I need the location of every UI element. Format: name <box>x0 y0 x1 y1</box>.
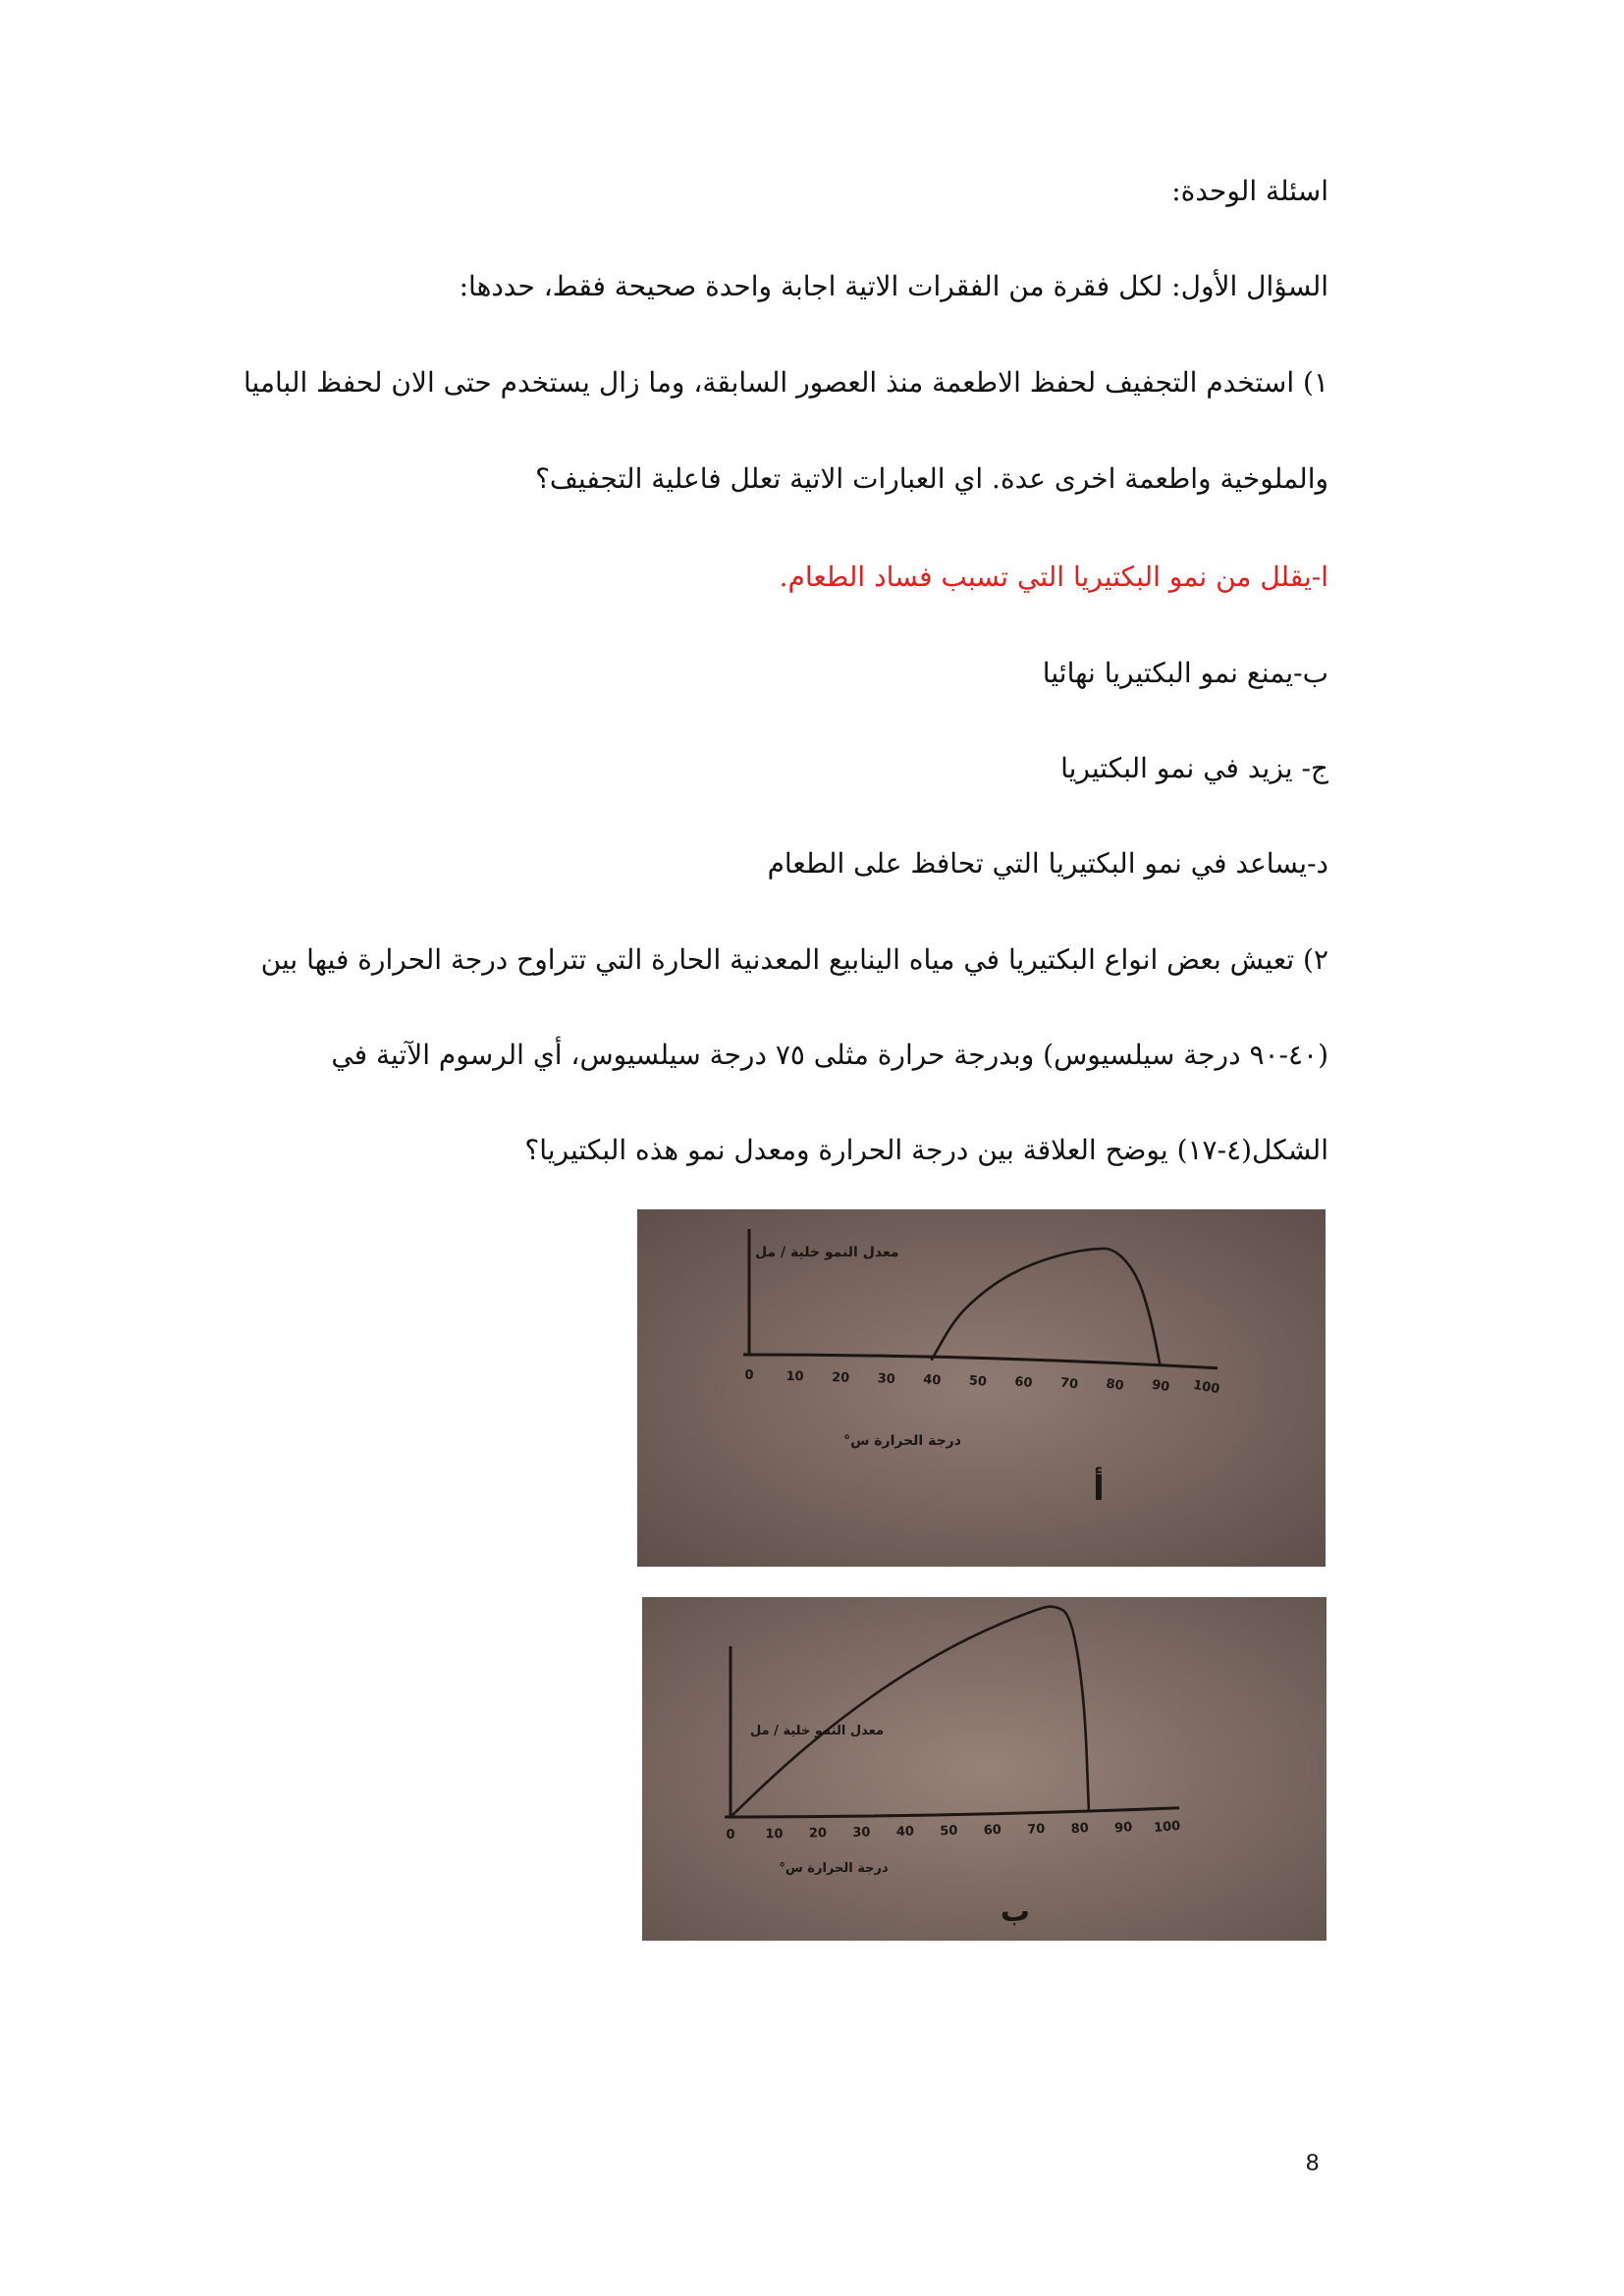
figure-b-photo <box>642 1597 1326 1941</box>
chart-a-ylabel: معدل النمو خلية / مل <box>755 1245 899 1260</box>
x-tick-label: 60 <box>1013 1374 1034 1392</box>
chart-a-panel-label: أ <box>1093 1469 1105 1509</box>
x-tick-label: 10 <box>785 1369 804 1385</box>
chart-a-xlabel: درجة الحرارة س° <box>843 1433 961 1449</box>
figure-a-photo <box>637 1209 1326 1567</box>
x-tick-label: 90 <box>1150 1377 1171 1396</box>
x-tick-label: 80 <box>1105 1376 1125 1394</box>
x-tick-label: 100 <box>1153 1818 1181 1837</box>
item-2-text-line-2: (٤٠-٩٠ درجة سيلسيوس) وبدرجة حرارة مثلى ٧٥ درجة سيلسيوس، أي الرسوم الآتية في <box>331 1039 1328 1071</box>
x-tick-label: 30 <box>877 1371 896 1388</box>
option-c: ج- يزيد في نمو البكتيريا <box>1060 752 1328 784</box>
x-tick-label: 30 <box>852 1825 871 1841</box>
x-tick-label: 80 <box>1070 1820 1090 1838</box>
x-tick-label: 100 <box>1191 1377 1221 1398</box>
x-tick-label: 10 <box>765 1827 784 1842</box>
x-tick-label: 50 <box>939 1823 958 1840</box>
question-1-intro: السؤال الأول: لكل فقرة من الفقرات الاتية اجابة واحدة صحيحة فقط، حددها: <box>459 270 1328 302</box>
option-b: ب-يمنع نمو البكتيريا نهائيا <box>1042 657 1328 689</box>
option-d: د-يساعد في نمو البكتيريا التي تحافظ على الطعام <box>767 847 1328 880</box>
x-tick-label: 70 <box>1059 1375 1079 1393</box>
chart-b <box>642 1597 1326 1941</box>
chart-b-ylabel: معدل النمو خلية / مل <box>750 1724 885 1738</box>
x-tick-label: 40 <box>895 1824 915 1841</box>
x-tick-label: 20 <box>831 1370 850 1386</box>
photo-background <box>642 1597 1326 1941</box>
x-tick-label: 70 <box>1026 1821 1046 1838</box>
x-tick-label: 0 <box>744 1368 754 1383</box>
item-1-text-line-2: والملوخية واطعمة اخرى عدة. اي العبارات الاتية تعلل فاعلية التجفيف؟ <box>535 462 1328 495</box>
chart-b-xlabel: درجة الحرارة س° <box>779 1861 889 1876</box>
item-1-text-line-1: ١) استخدم التجفيف لحفظ الاطعمة منذ العصور السابقة، وما زال يستخدم حتى الان لحفظ الباميا <box>244 366 1328 399</box>
item-2-text-line-3: الشكل(٤-١٧) يوضح العلاقة بين درجة الحرارة ومعدل نمو هذه البكتيريا؟ <box>524 1134 1328 1166</box>
x-tick-label: 40 <box>922 1372 942 1389</box>
x-tick-label: 0 <box>726 1828 735 1842</box>
chart-a <box>637 1209 1326 1567</box>
x-tick-label: 60 <box>983 1822 1002 1839</box>
heading: اسئلة الوحدة: <box>1171 175 1328 207</box>
x-tick-label: 90 <box>1113 1820 1133 1837</box>
x-tick-label: 50 <box>968 1373 988 1390</box>
page-number: 8 <box>1306 2150 1320 2176</box>
item-2-text-line-1: ٢) تعيش بعض انواع البكتيريا في مياه الينابيع المعدنية الحارة التي تتراوح درجة الحرارة فيها بين <box>260 943 1328 976</box>
option-a-correct: ا-يقلل من نمو البكتيريا التي تسبب فساد الطعام. <box>779 561 1328 593</box>
chart-b-panel-label: ب <box>1000 1895 1031 1929</box>
x-tick-label: 20 <box>808 1826 828 1842</box>
